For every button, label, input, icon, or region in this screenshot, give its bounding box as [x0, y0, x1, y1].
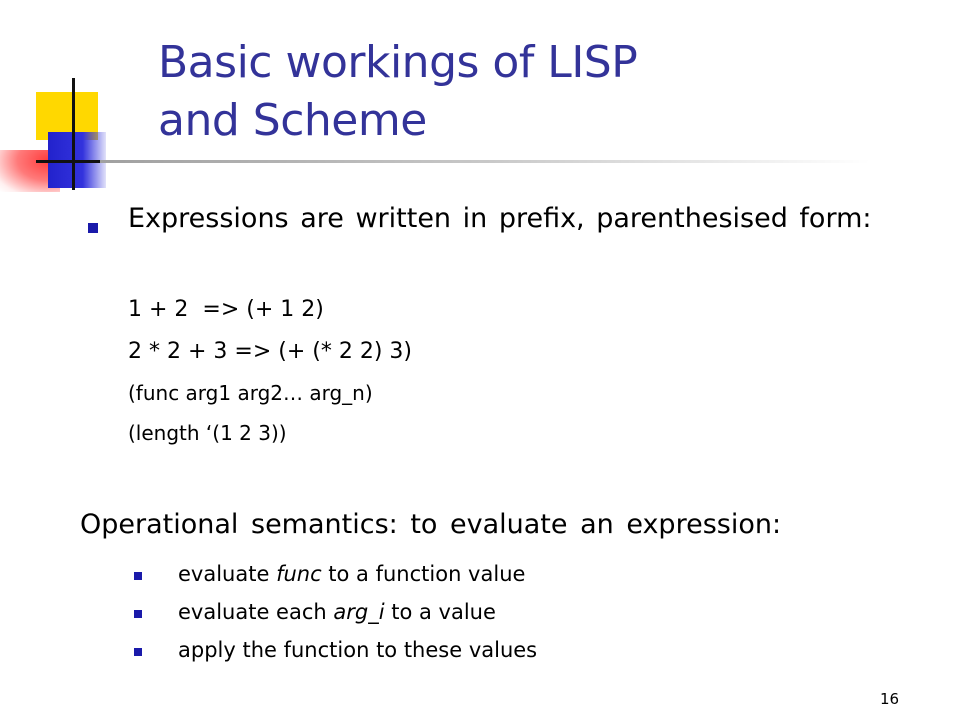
slide-title [158, 34, 918, 150]
decorative-vertical-line [72, 78, 75, 190]
sub-bullet-3-text: apply the function to these values [178, 638, 538, 662]
code-example-3: (func arg1 arg2… arg_n) [128, 381, 373, 405]
slide-title-line-1: Basic workings of LISP [158, 37, 638, 88]
slide-title-line-2: and Scheme [158, 95, 427, 146]
sub-bullet-2-italic: arg_i [333, 600, 385, 624]
operational-semantics-heading: Operational semantics: to evaluate an expression: [80, 509, 782, 540]
code-example-4: (length ‘(1 2 3)) [128, 421, 287, 445]
square-bullet-icon [134, 648, 142, 656]
square-bullet-icon [134, 572, 142, 580]
sub-bullet-1 [178, 559, 525, 589]
sub-bullet-1-rest: to a function value [321, 562, 526, 586]
sub-bullet-2 [178, 597, 496, 627]
sub-bullet-2-rest: to a value [384, 600, 496, 624]
sub-bullet-1-italic: func [276, 562, 322, 586]
square-bullet-icon [88, 223, 98, 233]
title-underline [100, 160, 870, 163]
sub-bullet-1-text: evaluate [178, 562, 277, 586]
page-number: 16 [880, 690, 900, 708]
square-bullet-icon [134, 610, 142, 618]
code-example-1: 1 + 2 => (+ 1 2) [128, 297, 324, 322]
sub-bullet-2-text: evaluate each [178, 600, 334, 624]
sub-bullet-3 [178, 635, 537, 665]
code-example-2: 2 * 2 + 3 => (+ (* 2 2) 3) [128, 339, 412, 364]
main-bullet-text: Expressions are written in prefix, parenthesised form: [128, 203, 872, 234]
